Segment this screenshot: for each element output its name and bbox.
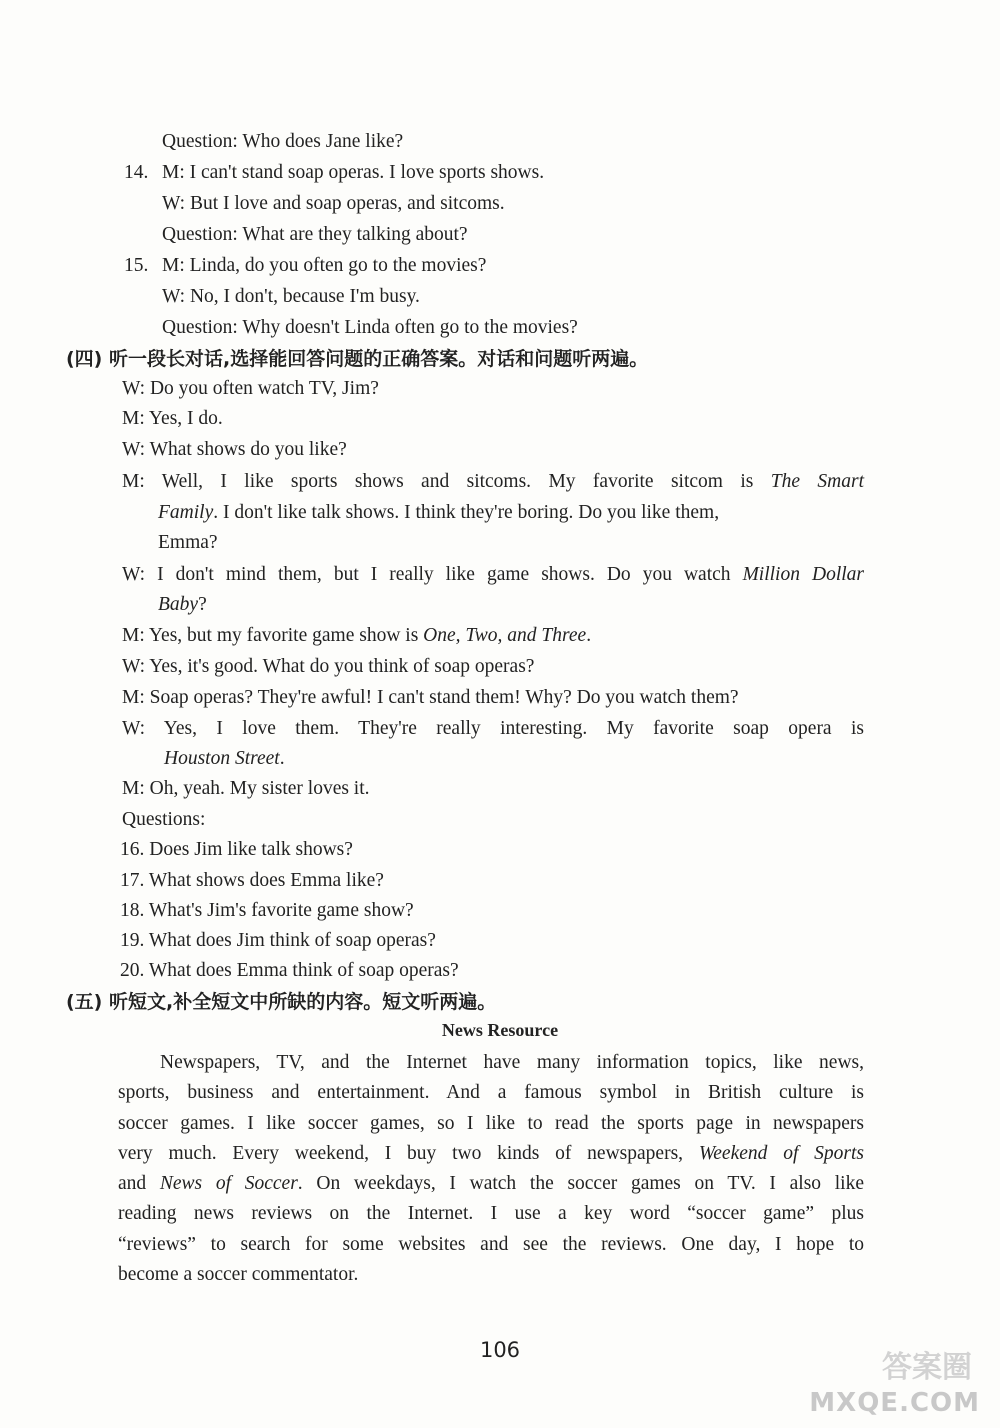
dialog-line-2: M: Yes, I do. (122, 408, 223, 429)
passage-line-3: soccer games. I like soccer games, so I like to read the sports page in newspapers (118, 1113, 864, 1134)
passage-line-8: become a soccer commentator. (118, 1264, 359, 1285)
dialog-line-10: M: Oh, yeah. My sister loves it. (122, 778, 370, 799)
passage-line-7: “reviews” to search for some websites and see the reviews. One day, I hope to (118, 1234, 864, 1255)
dialog-line-4c: Emma? (158, 532, 218, 553)
dialog-line-8: M: Soap operas? They're awful! I can't stand them! Why? Do you watch them? (122, 687, 739, 708)
dialog-line-5b: Baby? (158, 594, 207, 615)
passage-line-2: sports, business and entertainment. And a famous symbol in British culture is (118, 1082, 864, 1103)
item-14-w: W: But I love and soap operas, and sitcoms. (162, 193, 505, 214)
question-20: 20. What does Emma think of soap operas? (120, 960, 459, 981)
dialog-line-4a: M: Well, I like sports shows and sitcoms. My favorite sitcom is The Smart (122, 471, 864, 492)
item-15-number: 15. (124, 255, 149, 276)
questions-label: Questions: (122, 809, 206, 830)
dialog-line-4b: Family. I don't like talk shows. I think they're boring. Do you like them, (158, 502, 720, 523)
item-14-question: Question: What are they talking about? (162, 224, 468, 245)
passage-line-5: and News of Soccer. On weekdays, I watch the soccer games on TV. I also like (118, 1173, 865, 1194)
question-18: 18. What's Jim's favorite game show? (120, 900, 414, 921)
passage-line-4: very much. Every weekend, I buy two kinds of newspapers, Weekend of Sports (118, 1143, 864, 1164)
watermark-url: MXQE.COM (809, 1388, 980, 1418)
item-14-number: 14. (124, 162, 149, 183)
question-16: 16. Does Jim like talk shows? (120, 839, 353, 860)
watermark (809, 1350, 992, 1422)
passage-line-6: reading news reviews on the Internet. I use a key word “soccer game” plus (118, 1203, 864, 1224)
dialog-line-3: W: What shows do you like? (122, 439, 347, 460)
dialog-line-9a: W: Yes, I love them. They're really interesting. My favorite soap opera is (122, 718, 864, 739)
q13-question: Question: Who does Jane like? (162, 131, 404, 152)
watermark-logo-text: 答案圈 (882, 1350, 972, 1385)
question-17: 17. What shows does Emma like? (120, 870, 384, 891)
item-15-w: W: No, I don't, because I'm busy. (162, 286, 420, 307)
dialog-line-7: W: Yes, it's good. What do you think of soap operas? (122, 656, 535, 677)
item-15-question: Question: Why doesn't Linda often go to the movies? (162, 317, 578, 338)
item-15-m: M: Linda, do you often go to the movies? (162, 255, 487, 276)
dialog-line-9b: Houston Street. (164, 748, 285, 769)
section-5-heading: (五) 听短文,补全短文中所缺的内容。短文听两遍。 (66, 991, 497, 1013)
page-number: 106 (479, 1338, 521, 1362)
passage-title: News Resource (441, 1020, 559, 1040)
dialog-line-1: W: Do you often watch TV, Jim? (122, 378, 379, 399)
dialog-line-5a: W: I don't mind them, but I really like game shows. Do you watch Million Dollar (122, 564, 865, 585)
item-14-m: M: I can't stand soap operas. I love sports shows. (162, 162, 545, 183)
question-19: 19. What does Jim think of soap operas? (120, 930, 436, 951)
passage-line-1: Newspapers, TV, and the Internet have many information topics, like news, (160, 1052, 864, 1073)
dialog-line-6: M: Yes, but my favorite game show is One, Two, and Three. (122, 625, 592, 646)
section-4-heading: (四) 听一段长对话,选择能回答问题的正确答案。对话和问题听两遍。 (66, 348, 649, 370)
